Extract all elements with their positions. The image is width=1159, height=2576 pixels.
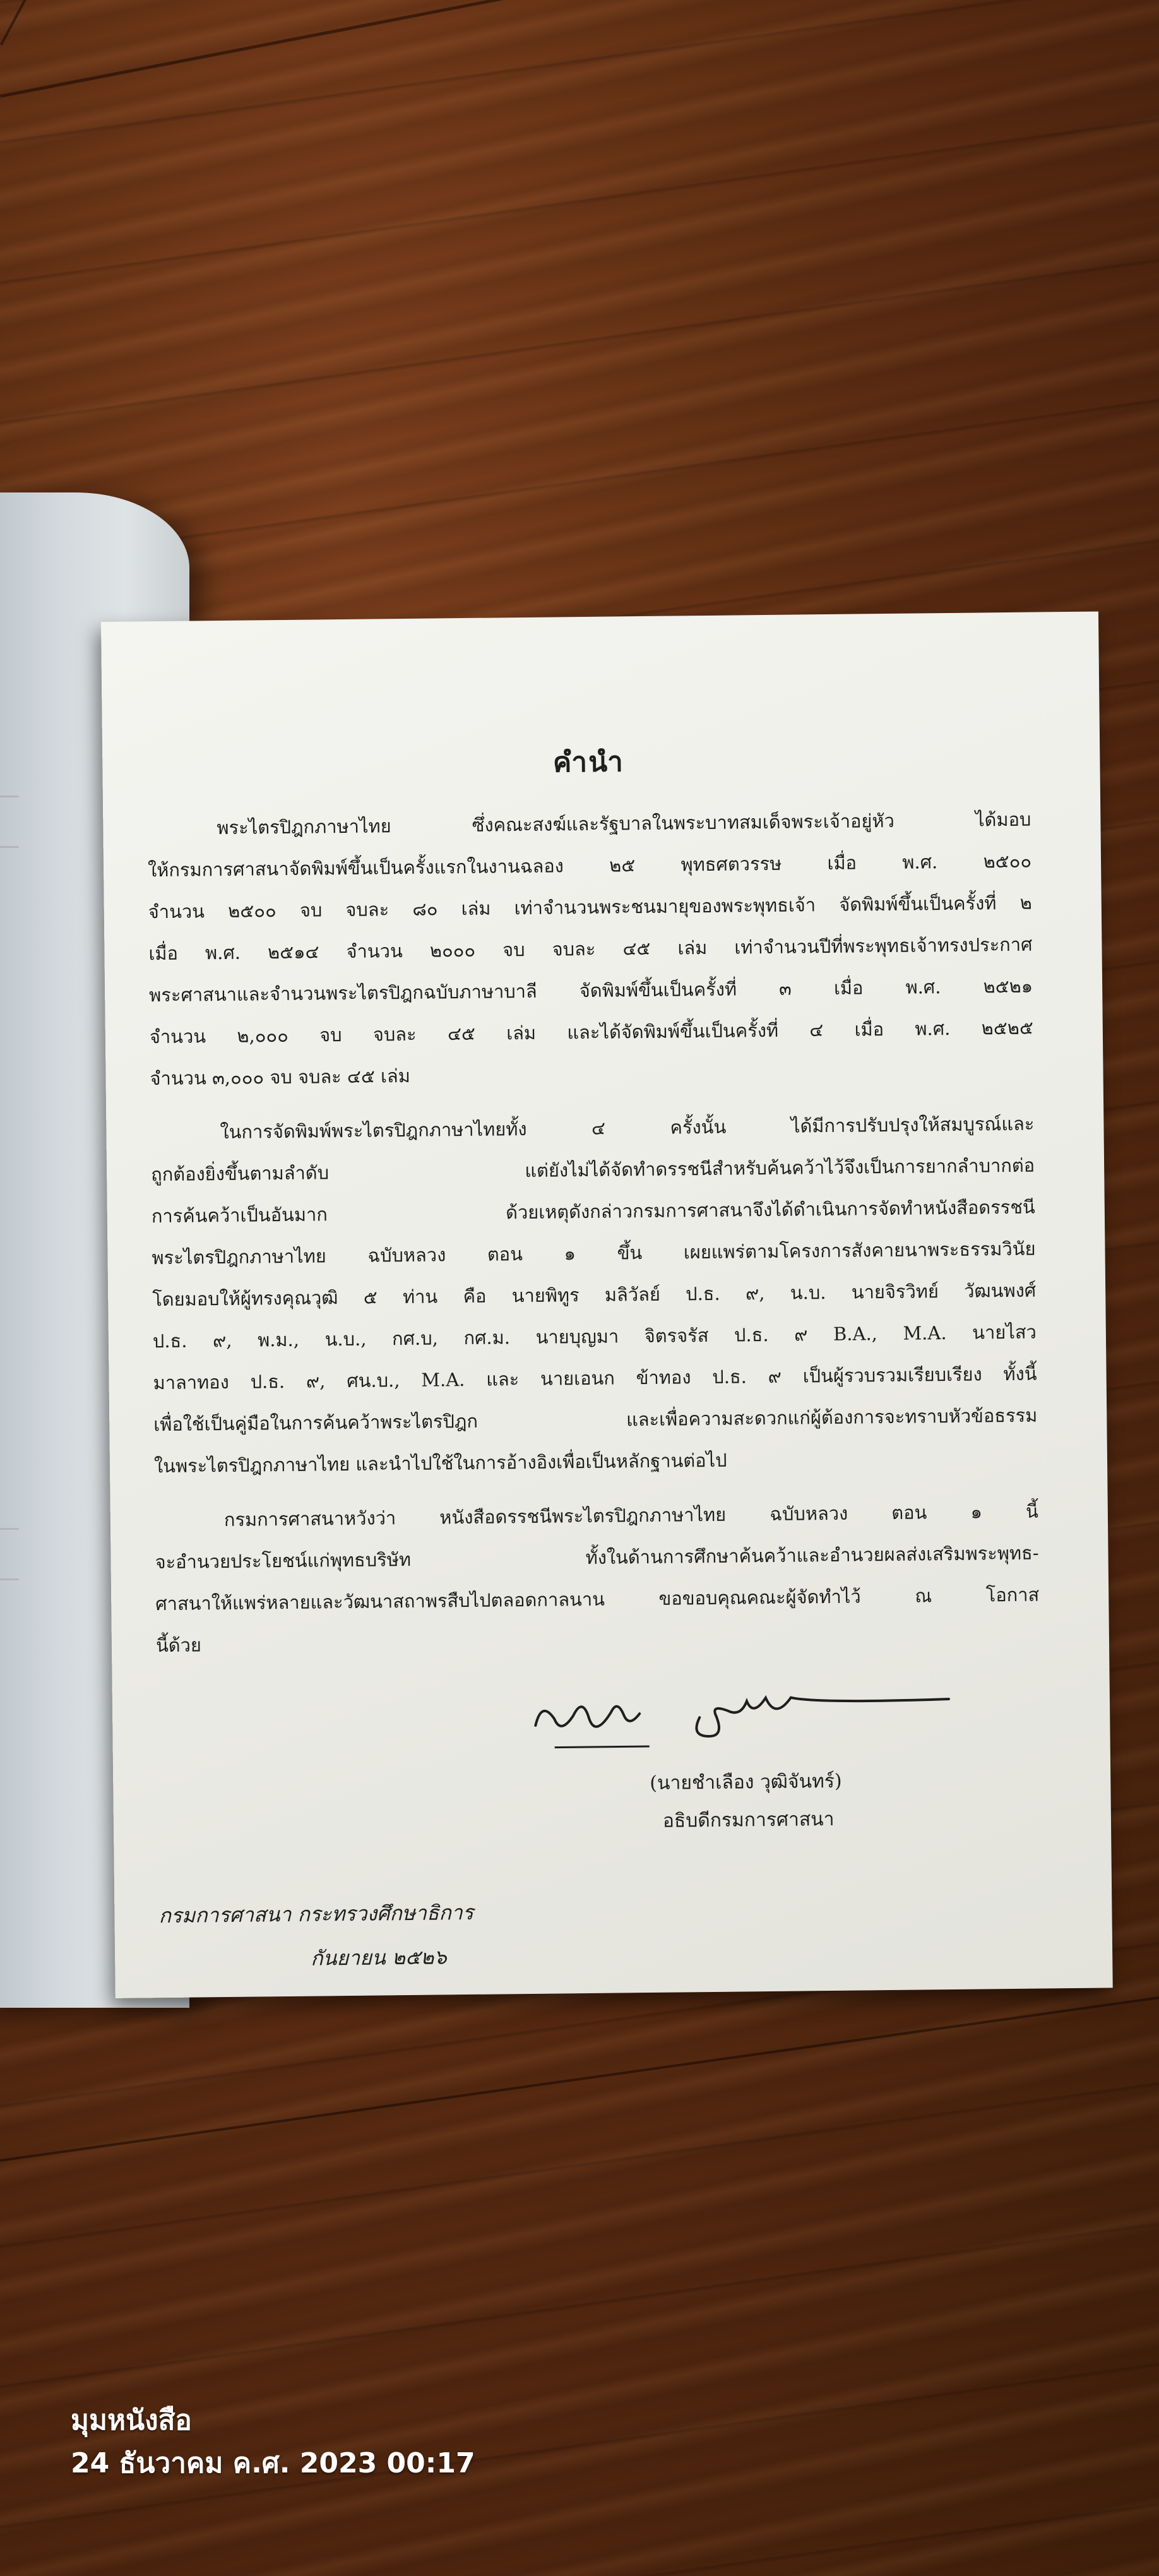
text-line: เมื่อ พ.ศ. ๒๕๑๔ จำนวน ๒๐๐๐ จบ จบละ ๔๕ เล่ม เท่าจำนวนปีที่พระพุทธเจ้าทรงประกาศ [148, 933, 1033, 965]
document-title: คำนำ [552, 746, 625, 779]
text-line: กรมการศาสนาหวังว่า หนังสือดรรชนีพระไตรปิฎกภาษาไทย ฉบับหลวง ตอน ๑ นี้ [223, 1500, 1039, 1531]
issuing-department: กรมการศาสนา กระทรวงศึกษาธิการ [158, 1900, 474, 1928]
text-line: พระไตรปิฎกภาษาไทย ฉบับหลวง ตอน ๑ ขึ้น เผยแพร่ตามโครงการสังคายนาพระธรรมวินัย [152, 1237, 1036, 1269]
text-line: ในพระไตรปิฎกภาษาไทย และนำไปใช้ในการอ้างอิงเพื่อเป็นหลักฐานต่อไป [153, 1449, 727, 1477]
text-line: พระไตรปิฎกภาษาไทย ซึ่งคณะสงฆ์และรัฐบาลในพระบาทสมเด็จพระเจ้าอยู่หัว ได้มอบ [217, 808, 1031, 839]
issue-date: กันยายน ๒๕๒๖ [310, 1945, 447, 1971]
text-line: มาลาทอง ป.ธ. ๙, ศน.บ., M.A. และ นายเอนก ข้าทอง ป.ธ. ๙ เป็นผู้รวบรวมเรียบเรียง ทั้งนี้ [153, 1363, 1037, 1394]
text-line: จะอำนวยประโยชน์แก่พุทธบริษัท ทั้งในด้านการศึกษาค้นคว้าและอำนวยผลส่งเสริมพระพุทธ- [155, 1542, 1039, 1573]
text-line: ศาสนาให้แพร่หลายและวัฒนาสถาพรสืบไปตลอดกาลนาน ขอขอบคุณคณะผู้จัดทำไว้ ณ โอกาส [155, 1583, 1040, 1615]
text-line: ให้กรมการศาสนาจัดพิมพ์ขึ้นเป็นครั้งแรกในงานฉลอง ๒๕ พุทธศตวรรษ เมื่อ พ.ศ. ๒๕๐๐ [147, 850, 1032, 881]
text-line: ป.ธ. ๙, พ.ม., น.บ., กศ.บ, กศ.ม. นายบุญมา จิตรจรัส ป.ธ. ๙ B.A., M.A. นายไสว [152, 1321, 1037, 1352]
watermark-timestamp: 24 ธันวาคม ค.ศ. 2023 00:17 [71, 2447, 475, 2479]
signer-title: อธิบดีกรมการศาสนา [662, 1808, 835, 1832]
text-line: ถูกต้องยิ่งขึ้นตามลำดับ แต่ยังไม่ได้จัดทำดรรชนีสำหรับค้นคว้าไว้จึงเป็นการยากลำบากต่อ [150, 1154, 1035, 1186]
signer-name: (นายชำเลือง วุฒิจันทร์) [650, 1770, 842, 1794]
signature-block [510, 1676, 992, 1871]
paragraph-1 [147, 799, 1034, 1100]
text-line: การค้นคว้าเป็นอันมาก ด้วยเหตุดังกล่าวกรมการศาสนาจึงได้ดำเนินการจัดทำหนังสือดรรชนี [151, 1196, 1035, 1227]
text-line: เพื่อใช้เป็นคู่มือในการค้นคว้าพระไตรปิฎก และเพื่อความสะดวกแก่ผู้ต้องการจะทราบหัวข้อธรรม [153, 1404, 1038, 1436]
text-line: พระศาสนาและจำนวนพระไตรปิฎกฉบับภาษาบาลี จัดพิมพ์ขึ้นเป็นครั้งที่ ๓ เมื่อ พ.ศ. ๒๕๒๑ [149, 975, 1033, 1006]
wood-board-seam [0, 0, 80, 45]
text-line: จำนวน ๓,๐๐๐ จบ จบละ ๔๕ เล่ม [150, 1064, 411, 1090]
photo-watermark [71, 2399, 475, 2485]
handwritten-signature [510, 1676, 990, 1763]
watermark-name: มุมหนังสือ [71, 2404, 192, 2436]
paragraph-3 [155, 1491, 1040, 1667]
paragraph-2 [150, 1103, 1038, 1488]
page-content [146, 736, 1040, 1971]
wood-board-seam [0, 0, 1159, 98]
text-line: จำนวน ๒๕๐๐ จบ จบละ ๘๐ เล่ม เท่าจำนวนพระชนมายุของพระพุทธเจ้า จัดพิมพ์ขึ้นเป็นครั้งที่ ๒ [148, 891, 1032, 923]
book-page [101, 611, 1113, 1998]
text-line: ในการจัดพิมพ์พระไตรปิฎกภาษาไทยทั้ง ๔ ครั้งนั้น ได้มีการปรับปรุงให้สมบูรณ์และ [220, 1112, 1035, 1143]
text-line: นี้ด้วย [155, 1634, 202, 1657]
text-line: จำนวน ๒,๐๐๐ จบ จบละ ๔๕ เล่ม และได้จัดพิมพ์ขึ้นเป็นครั้งที่ ๔ เมื่อ พ.ศ. ๒๕๒๕ [149, 1017, 1033, 1048]
text-line: โดยมอบให้ผู้ทรงคุณวุฒิ ๕ ท่าน คือ นายพิทูร มลิวัลย์ ป.ธ. ๙, น.บ. นายจิรวิทย์ วัฒนพงศ์ [152, 1279, 1037, 1311]
